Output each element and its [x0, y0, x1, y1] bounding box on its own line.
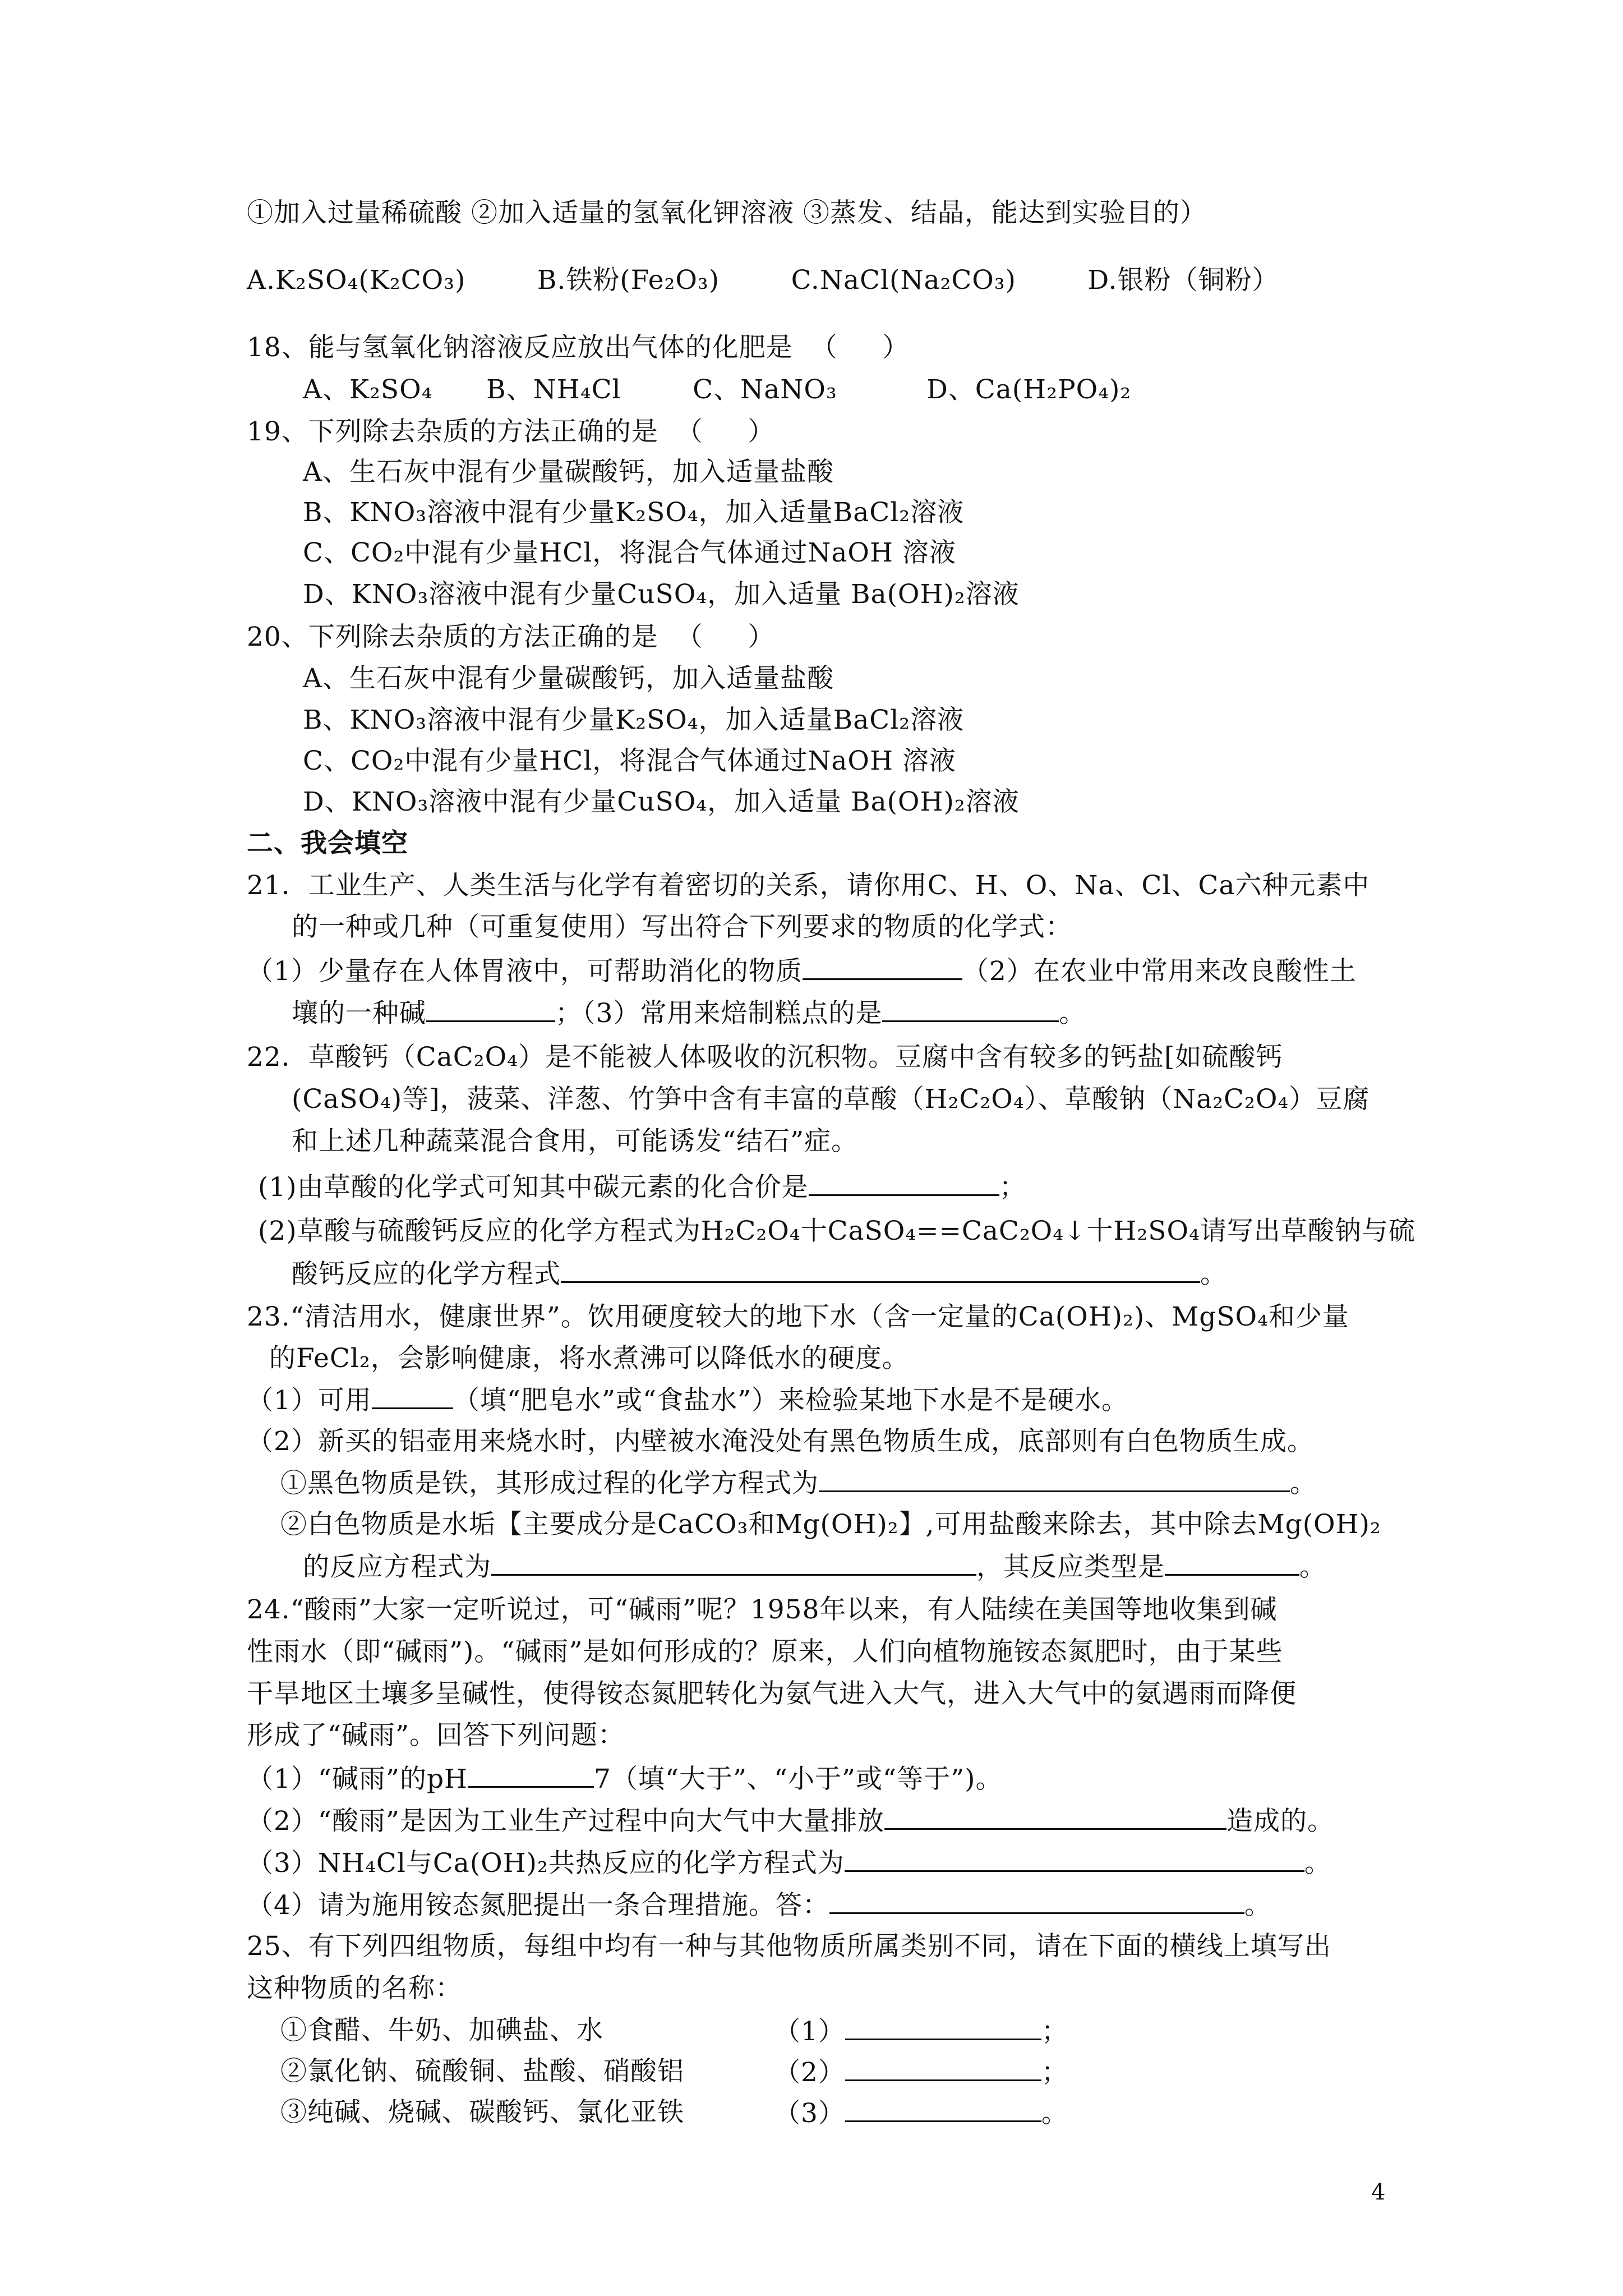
q22-stem-cont: (CaSO₄)等]，菠菜、洋葱、竹笋中含有丰富的草酸（H₂C₂O₄）、草酸钠（Na₂C₂O₄）豆腐 — [292, 1084, 1370, 1115]
period: 。 — [1059, 998, 1086, 1029]
answer-blank[interactable] — [845, 2096, 1041, 2122]
q20-option-b: B、KNO₃溶液中混有少量K₂SO₄，加入适量BaCl₂溶液 — [303, 705, 965, 735]
answer-blank[interactable] — [426, 996, 555, 1022]
q23-part1 — [247, 1383, 1128, 1418]
period: 。 — [1299, 1552, 1326, 1582]
section-heading: 二、我会填空 — [247, 828, 408, 859]
answer-blank[interactable] — [561, 1257, 1200, 1283]
q25-group1 — [280, 2014, 603, 2047]
q24-part3 — [247, 1846, 1331, 1880]
q23-stem: 23.“清洁用水，健康世界”。饮用硬度较大的地下水（含一定量的Ca(OH)₂)、MgSO₄和少量 — [247, 1301, 1349, 1332]
q19-option-a: A、生石灰中混有少量碳酸钙，加入适量盐酸 — [303, 457, 834, 487]
q21-stem-cont: 的一种或几种（可重复使用）写出符合下列要求的物质的化学式： — [292, 912, 1072, 942]
q25-group2 — [280, 2055, 684, 2088]
q23-part2-sub2: ②白色物质是水垢【主要成分是CaCO₃和Mg(OH)₂】,可用盐酸来除去，其中除去Mg(OH)₂ — [280, 1509, 1381, 1540]
q23-part1-text: （1）可用 — [247, 1385, 372, 1416]
q22-part1-text: (1)由草酸的化学式可知其中碳元素的化合价是 — [258, 1172, 809, 1203]
q24-stem-cont3: 形成了“碱雨”。回答下列问题： — [247, 1720, 625, 1751]
q24-part3-text: （3）NH₄Cl与Ca(OH)₂共热反应的化学方程式为 — [247, 1848, 845, 1879]
q24-part4 — [247, 1888, 1271, 1922]
q20-stem: 20、下列除去杂质的方法正确的是 （ ） — [247, 622, 775, 652]
q21-part3-text: ；（3）常用来焙制糕点的是 — [555, 998, 883, 1029]
answer-blank[interactable] — [845, 1846, 1304, 1872]
q25-answer1 — [774, 2014, 1068, 2049]
q24-stem-cont2: 干旱地区土壤多呈碱性，使得铵态氮肥转化为氨气进入大气，进入大气中的氨遇雨而降便 — [247, 1678, 1297, 1709]
answer-blank[interactable] — [819, 1466, 1290, 1492]
q21-part2-cont: 壤的一种碱 — [292, 998, 426, 1029]
q19-option-d: D、KNO₃溶液中混有少量CuSO₄，加入适量 Ba(OH)₂溶液 — [303, 579, 1020, 610]
q23-part1-hint: （填“肥皂水”或“食盐水”）来检验某地下水是不是硬水。 — [453, 1385, 1129, 1416]
semicolon: ； — [999, 1172, 1026, 1203]
answer-blank[interactable] — [809, 1170, 999, 1196]
q23-part2-sub1 — [280, 1466, 1317, 1501]
q25-answer2 — [774, 2055, 1068, 2090]
q25-group2-items: ②氯化钠、硫酸铜、盐酸、硝酸铝 — [280, 2056, 684, 2087]
q24-part2 — [247, 1803, 1334, 1838]
q22-part2-text: 酸钙反应的化学方程式 — [292, 1259, 561, 1290]
q17-options: A.K₂SO₄(K₂CO₃) B.铁粉(Fe₂O₃) C.NaCl(Na₂CO₃) D.银粉（铜粉） — [247, 265, 1279, 296]
q20-option-d: D、KNO₃溶液中混有少量CuSO₄，加入适量 Ba(OH)₂溶液 — [303, 786, 1020, 817]
q22-part2-cont — [292, 1257, 1227, 1291]
q25-group3-items: ③纯碱、烧碱、碳酸钙、氯化亚铁 — [280, 2097, 684, 2128]
q24-part2-text: （2）“酸雨”是因为工业生产过程中向大气中大量排放 — [247, 1806, 884, 1837]
answer-blank[interactable] — [882, 996, 1059, 1022]
period: 。 — [1244, 1890, 1271, 1921]
q23-sub2-text: 的反应方程式为 — [303, 1552, 491, 1582]
q22-stem: 22．草酸钙（CaC₂O₄）是不能被人体吸收的沉积物。豆腐中含有较多的钙盐[如硫酸钙 — [247, 1042, 1283, 1073]
q25-stem: 25、有下列四组物质，每组中均有一种与其他物质所属类别不同，请在下面的横线上填写出 — [247, 1931, 1331, 1962]
q25-stem-cont: 这种物质的名称： — [247, 1973, 462, 2004]
q24-stem: 24.“酸雨”大家一定听说过，可“碱雨”呢？1958年以来，有人陆续在美国等地收集到碱 — [247, 1594, 1278, 1625]
q24-stem-cont: 性雨水（即“碱雨”)。“碱雨”是如何形成的？原来，人们向植物施铵态氮肥时，由于某些 — [247, 1636, 1283, 1667]
q21-part2-text: （2）在农业中常用来改良酸性土 — [962, 956, 1357, 987]
q23-stem-cont: 的FeCl₂，会影响健康，将水煮沸可以降低水的硬度。 — [269, 1343, 909, 1374]
answer-blank[interactable] — [884, 1803, 1227, 1830]
q24-part1 — [247, 1761, 1002, 1796]
q20-option-c: C、CO₂中混有少量HCl，将混合气体通过NaOH 溶液 — [303, 746, 956, 776]
answer-blank[interactable] — [845, 2055, 1041, 2081]
q23-sub2-type: ，其反应类型是 — [976, 1552, 1165, 1582]
period: 。 — [1041, 2098, 1068, 2129]
answer-blank[interactable] — [468, 1761, 594, 1788]
q23-part2-sub2-cont — [303, 1549, 1326, 1584]
page-number: 4 — [1371, 2179, 1386, 2205]
answer-blank[interactable] — [845, 2014, 1041, 2040]
q25-group3 — [280, 2096, 684, 2129]
q25-group1-items: ①食醋、牛奶、加碘盐、水 — [280, 2015, 603, 2046]
q22-part2: (2)草酸与硫酸钙反应的化学方程式为H₂C₂O₄十CaSO₄==CaC₂O₄↓十H₂SO₄请写出草酸钠与硫 — [258, 1216, 1415, 1246]
q19-option-b: B、KNO₃溶液中混有少量K₂SO₄，加入适量BaCl₂溶液 — [303, 497, 965, 528]
q25-answer3-label: （3） — [774, 2098, 845, 2129]
q21-part2 — [292, 996, 1086, 1030]
answer-blank[interactable] — [1165, 1549, 1299, 1576]
semicolon: ； — [1041, 2057, 1068, 2088]
q23-part2: （2）新买的铝壶用来烧水时，内壁被水淹没处有黑色物质生成，底部则有白色物质生成。 — [247, 1426, 1314, 1457]
q21-part1 — [247, 954, 1357, 988]
q18-options: A、K₂SO₄ B、NH₄Cl C、NaNO₃ D、Ca(H₂PO₄)₂ — [303, 374, 1132, 405]
period: 。 — [1200, 1259, 1227, 1290]
q23-sub1-text: ①黑色物质是铁，其形成过程的化学方程式为 — [280, 1468, 819, 1499]
q21-stem: 21．工业生产、人类生活与化学有着密切的关系，请你用C、H、O、Na、Cl、Ca六种元素中 — [247, 870, 1370, 901]
semicolon: ； — [1041, 2016, 1068, 2047]
q24-part2-end: 造成的。 — [1226, 1806, 1334, 1837]
period: 。 — [1290, 1468, 1317, 1499]
q25-answer1-label: （1） — [774, 2016, 845, 2047]
q25-answer3 — [774, 2096, 1068, 2131]
q19-stem: 19、下列除去杂质的方法正确的是 （ ） — [247, 416, 775, 447]
answer-blank[interactable] — [829, 1888, 1244, 1914]
q22-stem-cont2: 和上述几种蔬菜混合食用，可能诱发“结石”症。 — [292, 1126, 859, 1157]
q19-option-c: C、CO₂中混有少量HCl，将混合气体通过NaOH 溶液 — [303, 537, 956, 568]
q20-option-a: A、生石灰中混有少量碳酸钙，加入适量盐酸 — [303, 663, 834, 694]
q18-stem: 18、能与氢氧化钠溶液反应放出气体的化肥是 （ ） — [247, 332, 910, 363]
q24-part1-text: （1）“碱雨”的pH — [247, 1764, 468, 1795]
q24-part4-text: （4）请为施用铵态氮肥提出一条合理措施。答： — [247, 1890, 829, 1921]
q21-part1-text: （1）少量存在人体胃液中，可帮助消化的物质 — [247, 956, 803, 987]
q25-answer2-label: （2） — [774, 2057, 845, 2088]
answer-blank[interactable] — [491, 1549, 976, 1576]
answer-blank[interactable] — [372, 1383, 453, 1409]
answer-blank[interactable] — [803, 954, 962, 980]
q24-part1-hint: 7（填“大于”、“小于”或“等于”)。 — [594, 1764, 1003, 1795]
q17-steps: ①加入过量稀硫酸 ②加入适量的氢氧化钾溶液 ③蒸发、结晶，能达到实验目的） — [247, 197, 1207, 228]
q22-part1 — [258, 1170, 1026, 1204]
period: 。 — [1304, 1848, 1331, 1879]
